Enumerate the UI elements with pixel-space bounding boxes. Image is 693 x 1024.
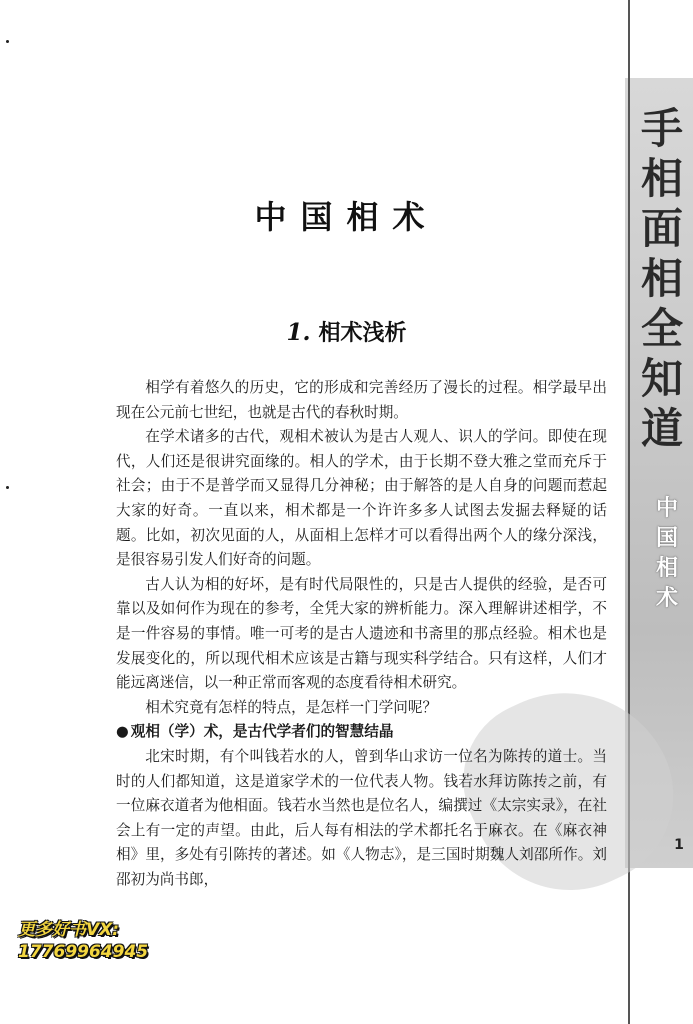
subheading	[116, 720, 607, 745]
side-book-title: 手 相 面 相 全 知 道	[640, 104, 683, 453]
page-number: 1	[674, 837, 684, 853]
paragraph: 古人认为相的好坏，是有时代局限性的，只是古人提供的经验，是否可靠以及如何作为现在的参考，全凭大家的辨析能力。深入理解讲述相学，不是一件容易的事情。唯一可考的是古人遗迹和书斋里的那点经验。相术也是发展变化的，所以现代相术应该是古籍与现实科学结合。只有这样，人们才能远离迷信，以一种正常而客观的态度看待相术研究。	[116, 575, 607, 692]
scan-speck	[6, 486, 9, 489]
chapter-title: 中国相术	[254, 198, 439, 236]
paragraph: 相学有着悠久的历史，它的形成和完善经历了漫长的过程。相学最早出现在公元前七世纪，也就是古代的春秋时期。	[116, 379, 607, 421]
watermark-line: 17769964945	[18, 942, 149, 962]
paragraph: 相术究竟有怎样的特点，是怎样一门学问呢？	[145, 698, 438, 716]
paragraph: 在学术诸多的古代，观相术被认为是古人观人、识人的学问。即使在现代，人们还是很讲究面缘的。相人的学术，由于长期不登大雅之堂而充斥于社会；由于不是普学而又显得几分神秘；由于解答的是人自身的问题而惹起大家的好奇。一直以来，相术都是一个许许多多人试图去发掘去释疑的话题。比如，初次见面的人，从面相上怎样才可以看得出两个人的缘分深浅，是很容易引发人们好奇的问题。	[116, 428, 607, 569]
paragraph: 北宋时期，有个叫钱若水的人，曾到华山求访一位名为陈抟的道士。当时的人们都知道，这是道家学术的一位代表人物。钱若水拜访陈抟之前，有一位麻衣道者为他相面。钱若水当然也是位名人，编撰过《太宗实录》，在社会上有一定的声望。由此，后人每有相法的学术都托名于麻衣。在《麻衣神相》里，多处有引陈抟的著述。如《人物志》，是三国时期魏人刘邵所作。刘邵初为尚书郎，	[116, 747, 607, 888]
section-title-text: 相术浅析	[318, 321, 407, 346]
bullet-icon: ●	[116, 723, 129, 741]
watermark-line: 更多好书VX:	[18, 920, 120, 940]
section-title	[0, 316, 693, 347]
subheading-text: 观相（学）术，是古代学者们的智慧结晶	[130, 723, 394, 741]
watermark	[18, 919, 148, 963]
section-number: 1.	[286, 319, 311, 346]
side-chapter-label: 中 国 相 术	[655, 496, 678, 611]
scan-speck	[6, 40, 9, 43]
body-text	[116, 376, 607, 892]
